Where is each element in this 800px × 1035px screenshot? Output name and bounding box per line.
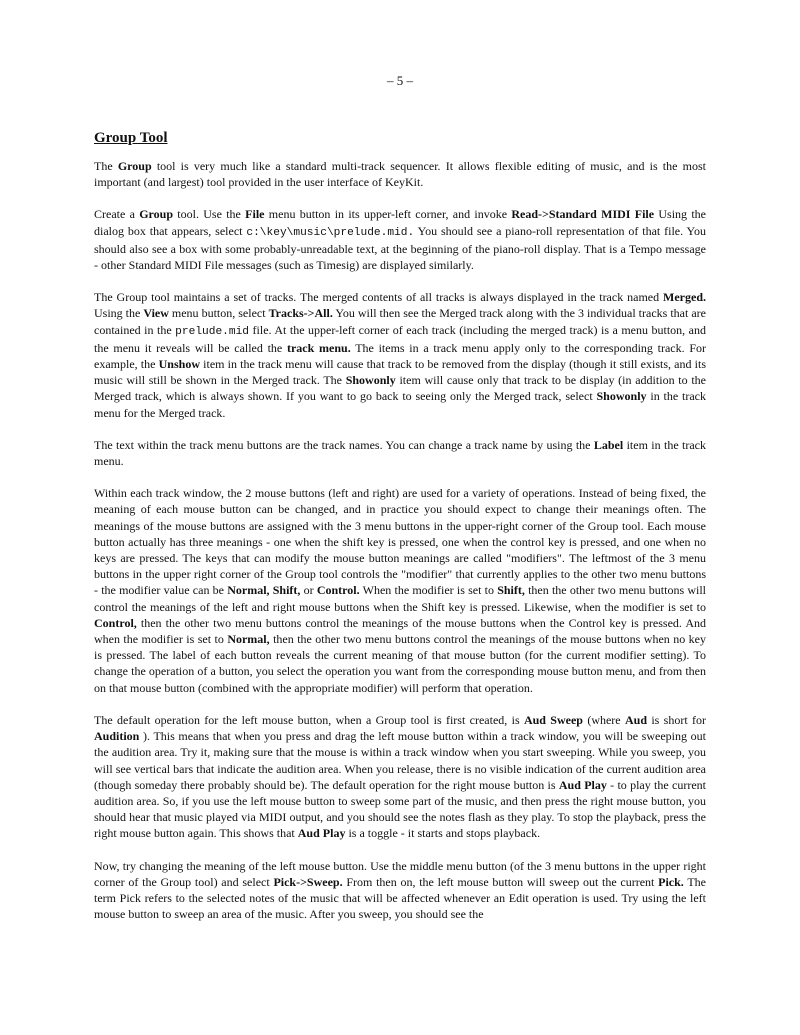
- code-text: prelude.mid: [175, 325, 250, 338]
- text-run: then the other two menu buttons control the meanings of the mouse buttons when no key is pressed. The label of each button reveals the current meaning of that mouse button (for the current modifier setting). To change the operation of a button, you select the operation you want from the corresponding mouse button menu, and from then on that mouse button (combined with the appropriate modifier) will perform that operation.: [94, 632, 707, 695]
- bold-term: Shift,: [497, 583, 525, 598]
- bold-term: View: [143, 306, 169, 321]
- bold-term: Group: [117, 159, 152, 173]
- text-run: file. At the upper-left corner of each track (including the merged track) is a menu button, and the menu it reveals will be called the: [94, 322, 707, 355]
- text-run: or: [300, 583, 317, 598]
- bold-term: Merged.: [663, 290, 706, 305]
- text-run: The default operation for the left mouse button, when a Group tool is first created, is: [94, 712, 524, 727]
- text-run: tool. Use the: [173, 207, 246, 222]
- text-run: Create a: [94, 207, 140, 222]
- text-run: menu button in its upper-left corner, and invoke: [264, 207, 512, 222]
- bold-term: Control.: [316, 583, 360, 598]
- text-run: (where: [582, 712, 625, 727]
- bold-term: Read->Standard MIDI File: [511, 207, 655, 222]
- text-run: menu button, select: [168, 306, 269, 321]
- text-run: then the other two menu buttons control the meanings of the mouse buttons when the Control key is pressed. And when the modifier is set to: [94, 615, 706, 647]
- paragraph: [94, 289, 706, 421]
- text-run: When the modifier is set to: [359, 583, 498, 598]
- paragraph: [94, 712, 706, 842]
- bold-term: Audition: [94, 729, 140, 744]
- bold-term: Normal,: [227, 632, 270, 647]
- text-run: then the other two menu buttons will control the meanings of the left and right mouse buttons when the Shift key is pressed. Likewise, when the modifier is set to: [94, 583, 706, 614]
- text-run: The: [94, 159, 118, 173]
- text-run: in the track menu for the Merged track.: [94, 389, 706, 420]
- bold-term: Aud Sweep: [523, 712, 583, 727]
- code-text: c:\key\music\prelude.mid.: [246, 226, 415, 239]
- paragraph: [94, 206, 706, 273]
- bold-term: Group: [139, 207, 174, 222]
- bold-term: Aud: [624, 712, 647, 727]
- bold-term: track menu.: [286, 340, 351, 355]
- text-run: item will cause only that track to be display (in addition to the Merged track, which is always shown. If you want to go back to seeing only the Merged track, select: [94, 373, 706, 404]
- text-run: Using the: [94, 306, 144, 321]
- paragraph: [94, 158, 706, 190]
- bold-term: Showonly: [596, 389, 647, 404]
- text-run: The items in a track menu apply only to the corresponding track. For example, the: [94, 340, 707, 372]
- paragraph: [94, 437, 706, 469]
- text-run: - to play the current audition area. So, if you use the left mouse button to sweep some part of the music, and then press the right mouse button, you should hear that music played via MIDI output, and you should see the notes flash as they play. To stop the playback, press the right mouse button again. This shows that: [94, 777, 706, 841]
- text-run: The Group tool maintains a set of tracks. The merged contents of all tracks is always displayed in the track named: [94, 290, 664, 305]
- bold-term: Label: [593, 437, 624, 452]
- text-run: tool is very much like a standard multi-track sequencer. It allows flexible editing of music, and is the most important (and largest) tool provided in the user interface of KeyKit.: [94, 159, 706, 190]
- text-run: is short for: [647, 712, 707, 727]
- bold-term: Pick->Sweep.: [273, 874, 343, 889]
- bold-term: Normal, Shift,: [227, 583, 301, 598]
- bold-term: Tracks->All.: [268, 306, 333, 321]
- text-run: Now, try changing the meaning of the left mouse button. Use the middle menu button (of the 3 menu buttons in the upper right corner of the Group tool) and select: [94, 858, 706, 889]
- text-run: Using the dialog box that appears, select: [94, 207, 707, 238]
- bold-term: Unshow: [158, 357, 200, 372]
- bold-term: Control,: [94, 615, 137, 630]
- text-run: From then on, the left mouse button will sweep out the current: [342, 874, 659, 889]
- bold-term: File: [245, 207, 265, 222]
- text-run: item in the track menu will cause that track to be removed from the display (though it still exists, and its music will still be shown in the Merged track. The: [94, 357, 706, 388]
- bold-term: Aud Play: [297, 826, 346, 841]
- text-run: You should see a piano-roll representation of that file. You should also see a box with some probably-unreadable text, at the beginning of the piano-roll display. That is a Tempo message - other Standard MIDI File messages (such as Timesig) are displayed similarly.: [94, 223, 707, 273]
- bold-term: Aud Play: [558, 777, 607, 792]
- bold-term: Showonly: [345, 373, 396, 388]
- text-run: The text within the track menu buttons are the track names. You can change a track name by using the: [94, 437, 594, 452]
- text-run: The term Pick refers to the selected notes of the music that will be affected whenever an Edit operation is used. Try using the left mouse button to sweep an area of the music. After you sweep, you should see the: [94, 874, 706, 922]
- section-heading: Group Tool: [94, 130, 168, 146]
- paragraph: [94, 485, 706, 696]
- body-text: [94, 158, 706, 938]
- text-run: item in the track menu.: [94, 437, 706, 469]
- bold-term: Pick.: [658, 874, 684, 889]
- text-run: Within each track window, the 2 mouse buttons (left and right) are used for a variety of operations. Instead of being fixed, the meaning of each mouse button can be changed, and in practice you should expect to change their meanings often. The meanings of the mouse buttons are assigned with the 3 menu buttons in the upper-right corner of the Group tool. Each mouse button actually has three meanings - one when the shift key is pressed, one when the control key is pressed, and one when no keys are pressed. The keys that can modify the mouse button meanings are called "modifiers". The leftmost of the 3 menu buttons in the upper right corner of the Group tool controls the "modifier" that currently applies to the other two menu buttons - the modifier value can be: [94, 486, 706, 598]
- text-run: is a toggle - it starts and stops playback.: [345, 826, 541, 841]
- text-run: You will then see the Merged track along with the 3 individual tracks that are contained in the: [94, 306, 706, 337]
- page-number: – 5 –: [387, 73, 413, 88]
- text-run: ). This means that when you press and drag the left mouse button within a track window, you will be sweeping out the audition area. Try it, making sure that the mouse is within a track window when you start sweeping. While you sweep, you will see vertical bars that indicate the audition area. When you release, there is no visible indication of the current audition area (though someday there probably should be). The default operation for the right mouse button is: [94, 729, 706, 792]
- paragraph: [94, 858, 706, 923]
